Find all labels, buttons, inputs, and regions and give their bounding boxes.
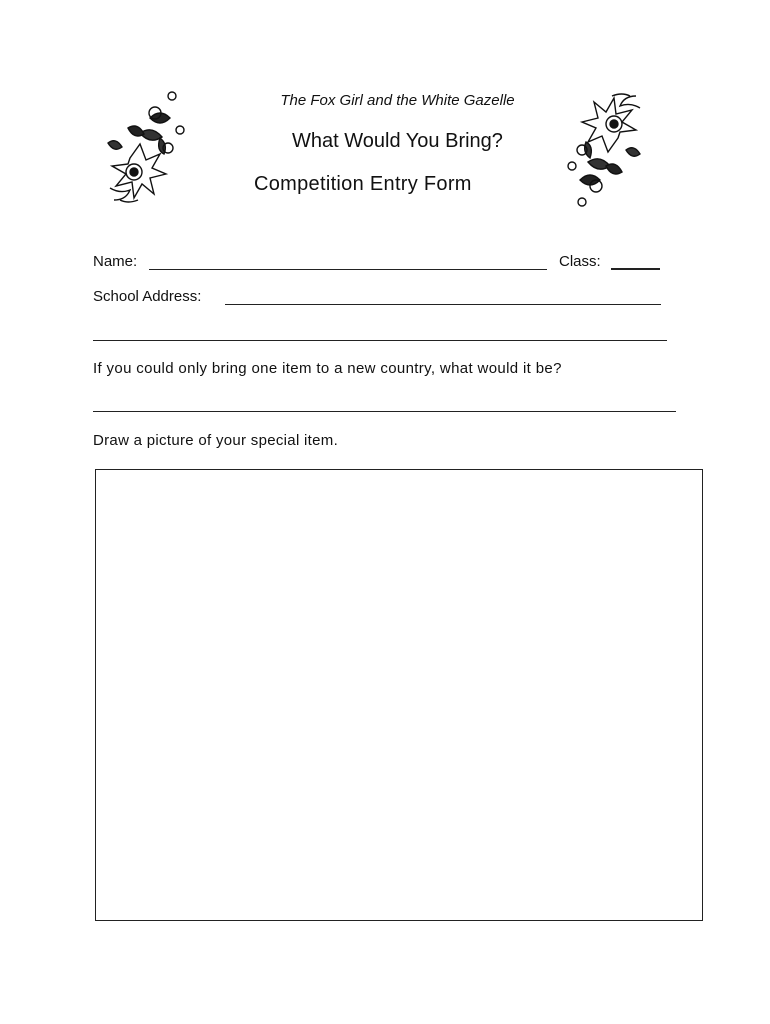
name-field[interactable] [149, 269, 547, 270]
question-label: If you could only bring one item to a new country, what would it be? [93, 360, 562, 377]
answer-field[interactable] [93, 411, 676, 412]
school-address-field-line2[interactable] [93, 340, 667, 341]
drawing-box[interactable] [95, 469, 703, 921]
school-address-label: School Address: [93, 288, 202, 305]
draw-label: Draw a picture of your special item. [93, 432, 339, 449]
form-title: Competition Entry Form [254, 173, 472, 195]
name-label: Name: [93, 253, 138, 270]
class-field[interactable] [611, 268, 660, 270]
book-title: The Fox Girl and the White Gazelle [280, 92, 515, 109]
school-address-field[interactable] [225, 304, 661, 305]
class-label: Class: [559, 253, 601, 270]
question-title: What Would You Bring? [292, 130, 503, 152]
